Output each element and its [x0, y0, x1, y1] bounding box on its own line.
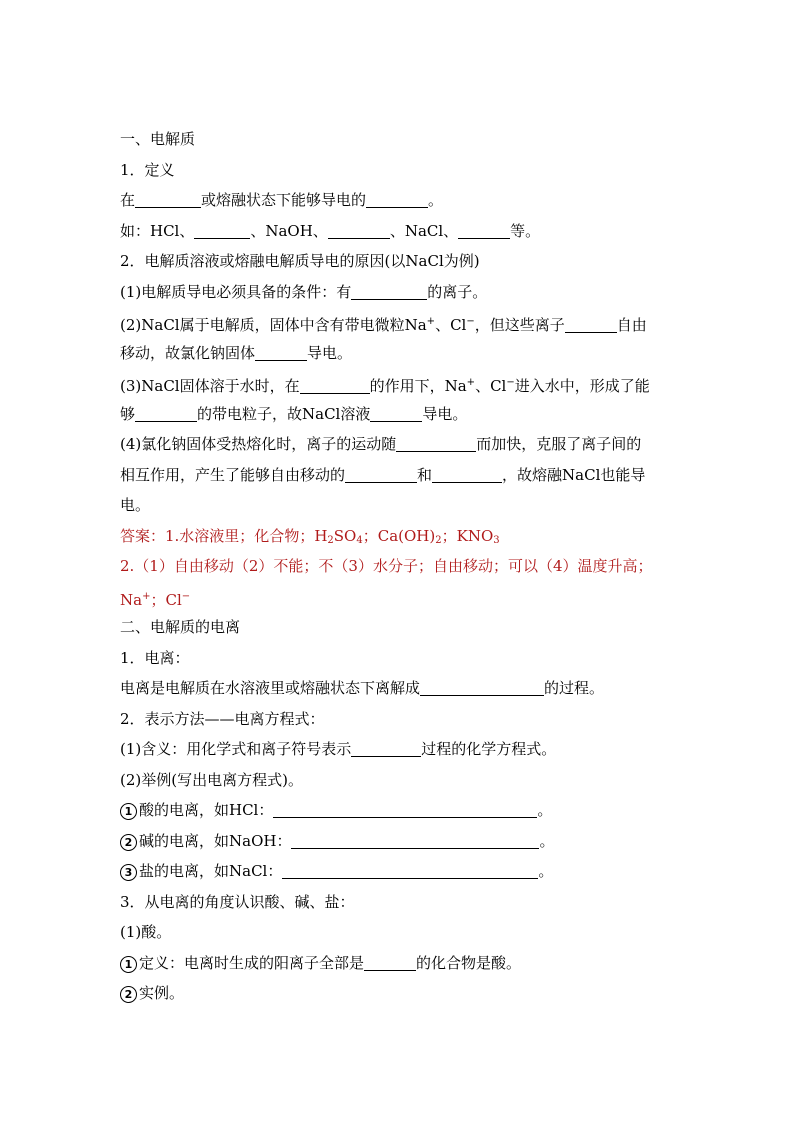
heading-ionization: 1．电离：: [120, 648, 190, 667]
acid-examples: 2 实例。: [120, 978, 680, 1009]
blank[interactable]: [370, 404, 422, 422]
acid-ionization-line: 1 酸的电离，如HCl： 。: [120, 795, 680, 826]
heading-acid-base-salt: 3．从电离的角度认识酸、碱、盐：: [120, 892, 355, 911]
blank[interactable]: [255, 343, 307, 361]
blank[interactable]: [282, 861, 538, 879]
blank[interactable]: [396, 434, 476, 452]
circled-number: 1: [120, 956, 137, 973]
paragraph-3-cont: 够 的带电粒子，故NaCl溶液 导电。: [120, 404, 468, 423]
blank[interactable]: [291, 831, 539, 849]
ionization-definition: 电离是电解质在水溶液里或熔融状态下离解成 的过程。: [120, 679, 605, 697]
examples-heading: (2)举例(写出电离方程式)。: [120, 770, 303, 789]
salt-ionization-line: 3 盐的电离，如NaCl： 。: [120, 856, 680, 887]
blank[interactable]: [345, 465, 417, 483]
acid-heading: (1)酸。: [120, 923, 172, 941]
blank[interactable]: [565, 315, 617, 333]
circled-number: 1: [120, 803, 137, 820]
blank[interactable]: [135, 190, 201, 208]
meaning-line: (1)含义：用化学式和离子符号表示 过程的化学方程式。: [120, 740, 557, 758]
blank[interactable]: [328, 221, 390, 239]
blank[interactable]: [420, 678, 544, 696]
heading-ionization-equation: 2．表示方法——电离方程式：: [120, 709, 325, 728]
blank[interactable]: [135, 404, 197, 422]
heading-definition: 1．定义: [120, 160, 175, 179]
paragraph-4-end: 电。: [120, 496, 151, 514]
acid-definition: 1 定义：电离时生成的阳离子全部是 的化合物是酸。: [120, 948, 680, 979]
paragraph-2: (2)NaCl属于电解质，固体中含有带电微粒Na+、Cl−，但这些离子 自由: [120, 316, 647, 334]
blank[interactable]: [273, 800, 537, 818]
paragraph-3: (3)NaCl固体溶于水时，在 的作用下，Na+、Cl−进入水中，形成了能: [120, 377, 650, 395]
blank[interactable]: [351, 739, 421, 757]
paragraph-4: (4)氯化钠固体受热熔化时，离子的运动随 而加快，克服了离子间的: [120, 435, 642, 453]
section-title-electrolyte: 一、电解质: [120, 130, 196, 148]
blank[interactable]: [194, 221, 250, 239]
circled-number: 2: [120, 986, 137, 1003]
circled-number: 3: [120, 864, 137, 881]
base-ionization-line: 2 碱的电离，如NaOH： 。: [120, 826, 680, 857]
examples-line: 如：HCl、 、NaOH、 、NaCl、 等。: [120, 221, 541, 240]
blank[interactable]: [300, 376, 370, 394]
definition-line: 在 或熔融状态下能够导电的 。: [120, 191, 444, 209]
worksheet: [120, 124, 680, 1009]
blank[interactable]: [351, 282, 427, 300]
answer-line-2: 2.（1）自由移动（2）不能；不（3）水分子；自由移动；可以（4）温度升高；: [120, 557, 653, 575]
answer-line-3: Na+；Cl−: [120, 590, 191, 609]
heading-conduction-reason: 2．电解质溶液或熔融电解质导电的原因(以NaCl为例): [120, 252, 480, 270]
answer-line-1: 答案：1.水溶液里；化合物；$H_2SO_4$；$Ca(OH)_2$；$KNO_3$: [120, 526, 500, 546]
section-title-ionization: 二、电解质的电离: [120, 618, 241, 636]
blank[interactable]: [364, 953, 416, 971]
blank[interactable]: [366, 190, 428, 208]
blank[interactable]: [458, 221, 510, 239]
paragraph-4-cont: 相互作用，产生了能够自由移动的 和 ，故熔融NaCl也能导: [120, 465, 646, 484]
circled-number: 2: [120, 834, 137, 851]
blank[interactable]: [432, 465, 502, 483]
paragraph-1: (1)电解质导电必须具备的条件：有 的离子。: [120, 282, 488, 301]
paragraph-2-cont: 移动，故氯化钠固体 导电。: [120, 343, 353, 362]
